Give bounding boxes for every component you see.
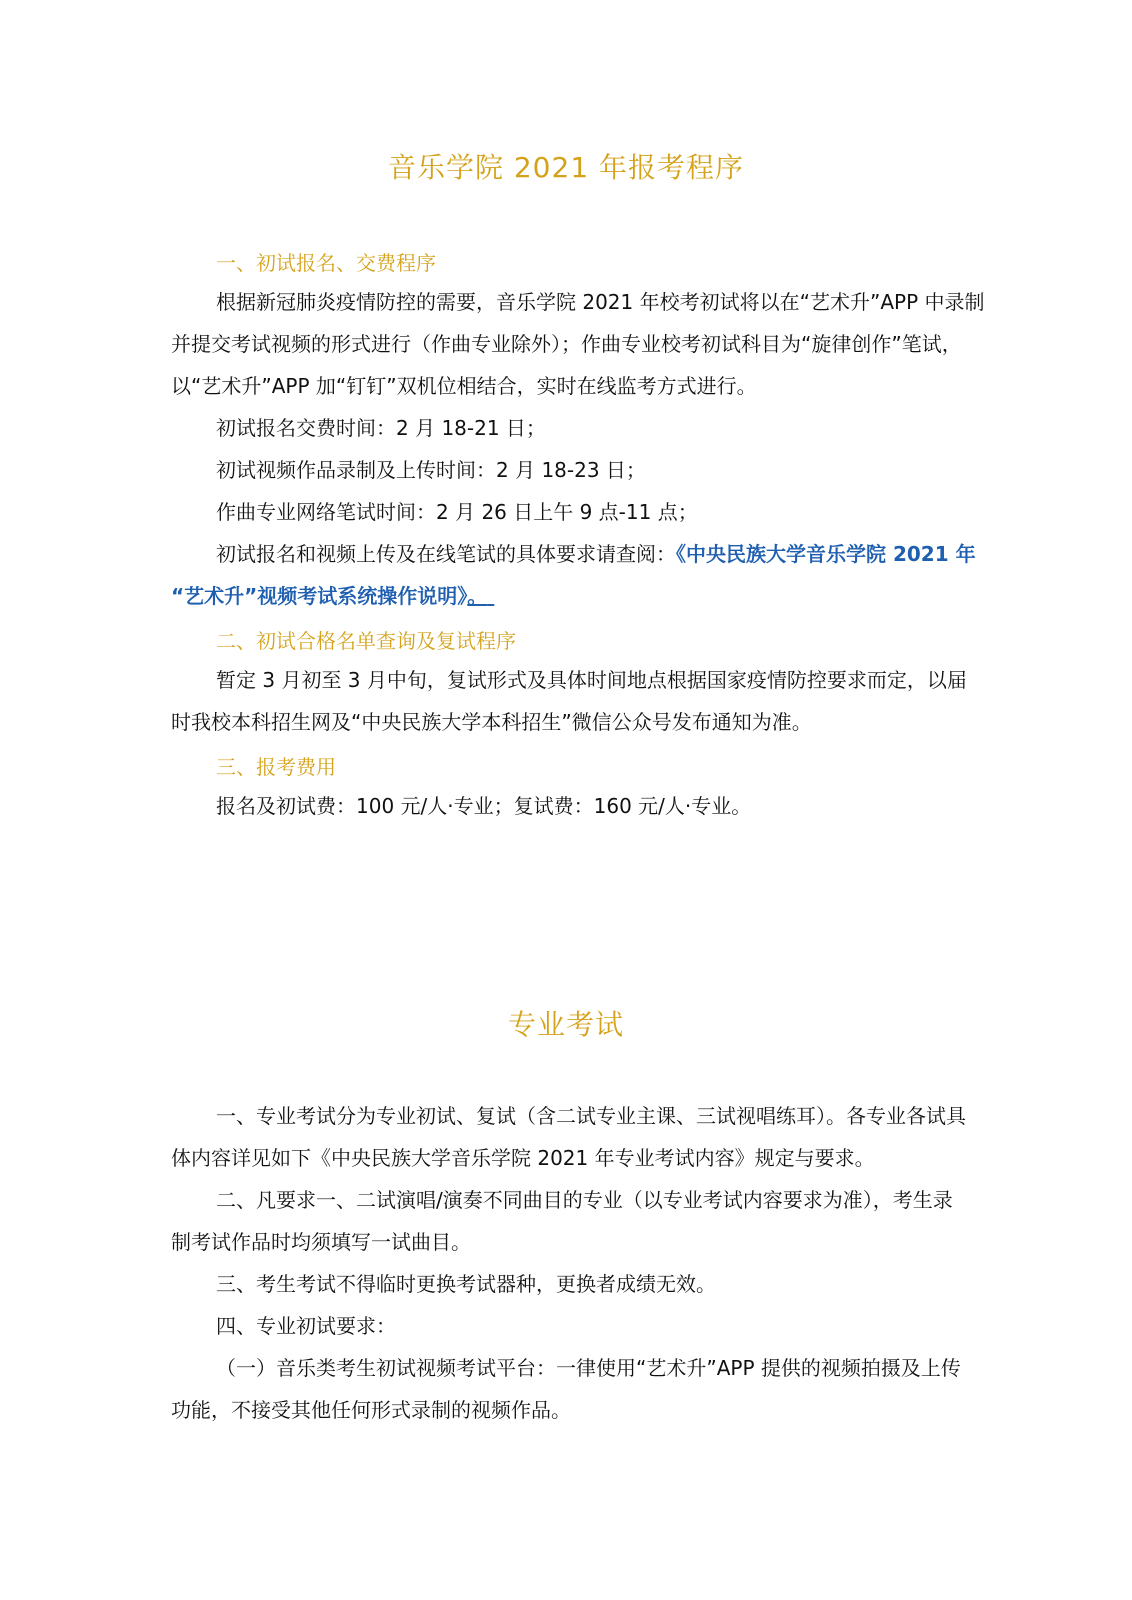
page-title: 音乐学院 2021 年报考程序	[387, 151, 745, 184]
instructions-link-continued[interactable]: “艺术升”视频考试系统操作说明》	[171, 584, 468, 608]
paragraph-line: 三、考生考试不得临时更换考试器种，更换者成绩无效。	[216, 1272, 716, 1296]
paragraph-line: 以“艺术升”APP 加“钉钉”双机位相结合，实时在线监考方式进行。	[171, 374, 757, 398]
instructions-link[interactable]: 《中央民族大学音乐学院 2021 年	[676, 542, 976, 566]
paragraph-line: 体内容详见如下《中央民族大学音乐学院 2021 年专业考试内容》规定与要求。	[171, 1146, 875, 1170]
upload-time: 初试视频作品录制及上传时间：2 月 18-23 日；	[216, 458, 646, 482]
paragraph-line: （一）音乐类考生初试视频考试平台：一律使用“艺术升”APP 提供的视频拍摄及上传	[216, 1356, 961, 1380]
paragraph-line: 根据新冠肺炎疫情防控的需要，音乐学院 2021 年校考初试将以在“艺术升”APP 中录制	[216, 290, 985, 314]
paragraph-line: 二、凡要求一、二试演唱/演奏不同曲目的专业（以专业考试内容要求为准），考生录	[216, 1188, 953, 1212]
paragraph-line	[216, 540, 976, 568]
fee-line: 报名及初试费：100 元/人·专业；复试费：160 元/人·专业。	[216, 794, 752, 818]
exam-time: 作曲专业网络笔试时间：2 月 26 日上午 9 点-11 点；	[216, 500, 698, 524]
paragraph-line: 四、专业初试要求：	[216, 1314, 396, 1338]
section-title: 专业考试	[507, 1008, 624, 1041]
paragraph-line: 一、专业考试分为专业初试、复试（含二试专业主课、三试视唱练耳）。各专业各试具	[216, 1104, 966, 1128]
link-underline-space	[487, 584, 494, 608]
heading-retest: 二、初试合格名单查询及复试程序	[216, 629, 516, 653]
registration-time: 初试报名交费时间：2 月 18-21 日；	[216, 416, 546, 440]
link-end[interactable]: 。	[467, 584, 488, 608]
paragraph-line: 时我校本科招生网及“中央民族大学本科招生”微信公众号发布通知为准。	[171, 710, 812, 734]
paragraph-line: 功能，不接受其他任何形式录制的视频作品。	[171, 1398, 571, 1422]
paragraph-line: 制考试作品时均须填写一试曲目。	[171, 1230, 471, 1254]
paragraph-line	[171, 582, 494, 610]
paragraph-line: 暂定 3 月初至 3 月中旬，复试形式及具体时间地点根据国家疫情防控要求而定，以届	[216, 668, 967, 692]
heading-fees: 三、报考费用	[216, 755, 336, 779]
paragraph-text: 初试报名和视频上传及在线笔试的具体要求请查阅：	[216, 542, 676, 566]
heading-registration: 一、初试报名、交费程序	[216, 251, 436, 275]
paragraph-line: 并提交考试视频的形式进行（作曲专业除外）；作曲专业校考初试科目为“旋律创作”笔试，	[171, 332, 962, 356]
